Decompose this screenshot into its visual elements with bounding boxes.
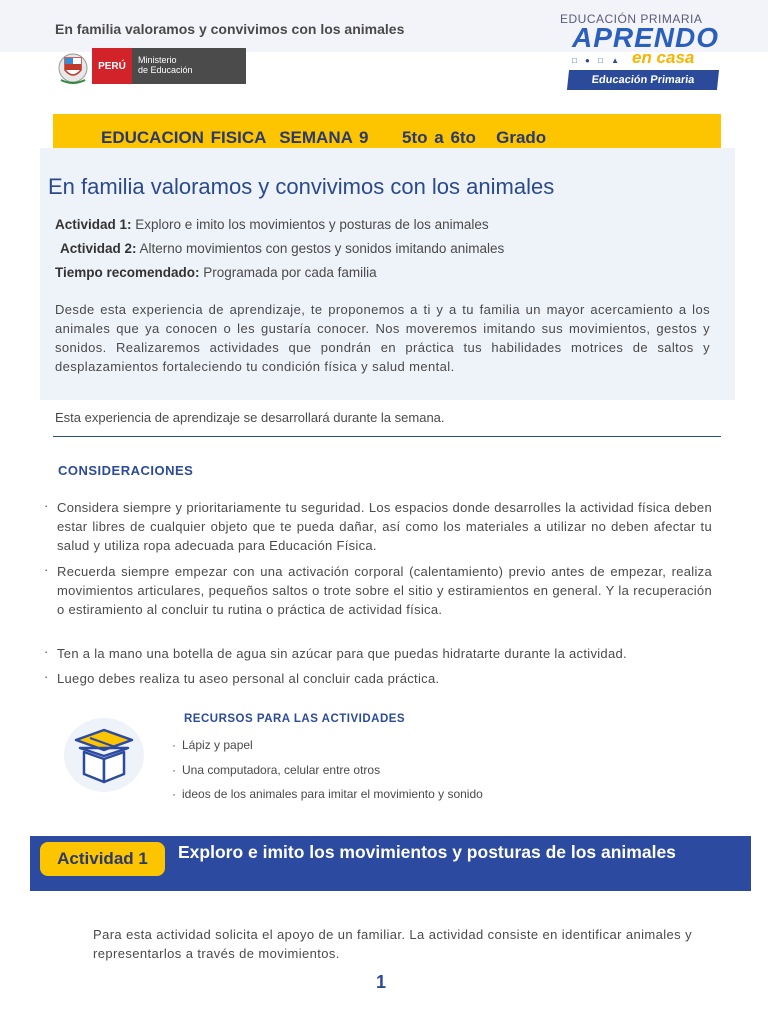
intro-paragraph: Desde esta experiencia de aprendizaje, te proponemos a ti y a tu familia un mayor acercamiento a los animales que ya conocen o les gustaría conocer. Nos moveremos imitando sus movimientos, gestos y sonidos. Realizaremos actividades que pondrán en práctica tus habilidades motrices de saltos y desplazamientos fortaleciendo tu condición física y salud mental. bbox=[55, 302, 710, 374]
page-number: 1 bbox=[376, 972, 387, 992]
resources-heading: RECURSOS PARA LAS ACTIVIDADES bbox=[184, 713, 406, 725]
aprendo-en-casa-logo bbox=[560, 12, 720, 94]
page-title: En familia valoramos y convivimos con los animales bbox=[48, 174, 555, 199]
activity-1-line: Actividad 1: Exploro e imito los movimientos y posturas de los animales bbox=[55, 217, 489, 232]
activity-2-line: Actividad 2: Alterno movimientos con gestos y sonidos imitando animales bbox=[60, 241, 505, 256]
consideration-item: Luego debes realiza tu aseo personal al concluir cada práctica. bbox=[57, 671, 440, 686]
coat-of-arms-icon bbox=[57, 50, 89, 84]
consideration-item: Considera siempre y prioritariamente tu seguridad. Los espacios donde desarrolles la actividad física deben estar libres de cualquier objeto que te pueda dañar, así como los materiales a utilizar no deben afectar tu salud y utiliza ropa adecuada para Educación Física. bbox=[57, 500, 712, 553]
resource-item: · Una computadora, celular entre otros bbox=[172, 763, 381, 777]
resource-item: · ideos de los animales para imitar el movimiento y sonido bbox=[172, 787, 483, 801]
bullet: · bbox=[44, 644, 49, 659]
peru-label: PERÚ bbox=[92, 48, 132, 84]
bullet: · bbox=[44, 498, 49, 513]
considerations-heading: CONSIDERACIONES bbox=[58, 463, 194, 478]
brand-sub-text: en casa bbox=[632, 48, 695, 67]
document-header-title: En familia valoramos y convivimos con los animales bbox=[55, 21, 405, 37]
subject-banner-text: EDUCACION FISICA SEMANA 9 5to a 6to Grado bbox=[101, 128, 547, 147]
brand-main-text: APRENDO bbox=[572, 22, 720, 53]
resource-item: · Lápiz y papel bbox=[172, 738, 253, 752]
bullet: · bbox=[44, 562, 49, 577]
activity-1-paragraph: Para esta actividad solicita el apoyo de un familiar. La actividad consiste en identificar animales y representarlos a través de movimientos. bbox=[93, 927, 692, 961]
brand-top-text: EDUCACIÓN PRIMARIA bbox=[560, 12, 703, 26]
brand-dots: □ ● □ ▲ bbox=[572, 56, 623, 65]
time-line: Tiempo recomendado: Programada por cada familia bbox=[55, 265, 377, 280]
divider bbox=[53, 436, 721, 437]
bullet: · bbox=[44, 669, 49, 684]
consideration-item: Recuerda siempre empezar con una activación corporal (calentamiento) previo antes de empezar, realiza movimientos articulares, pequeños saltos o trote sobre el sitio y estiramientos en general. Y la recuperación o estiramiento al concluir tu rutina o práctica de actividad física. bbox=[57, 564, 712, 617]
consideration-item: Ten a la mano una botella de agua sin azúcar para que puedas hidratarte durante la actividad. bbox=[57, 646, 627, 661]
ministry-logo bbox=[92, 48, 246, 84]
ministry-name: Ministerio de Educación bbox=[138, 55, 193, 75]
activity-1-pill: Actividad 1 bbox=[40, 842, 165, 876]
activity-1-title: Exploro e imito los movimientos y posturas de los animales bbox=[178, 842, 676, 862]
brand-strip: Educación Primaria bbox=[567, 70, 719, 90]
week-note: Esta experiencia de aprendizaje se desarrollará durante la semana. bbox=[55, 410, 445, 425]
box-icon bbox=[70, 726, 138, 786]
